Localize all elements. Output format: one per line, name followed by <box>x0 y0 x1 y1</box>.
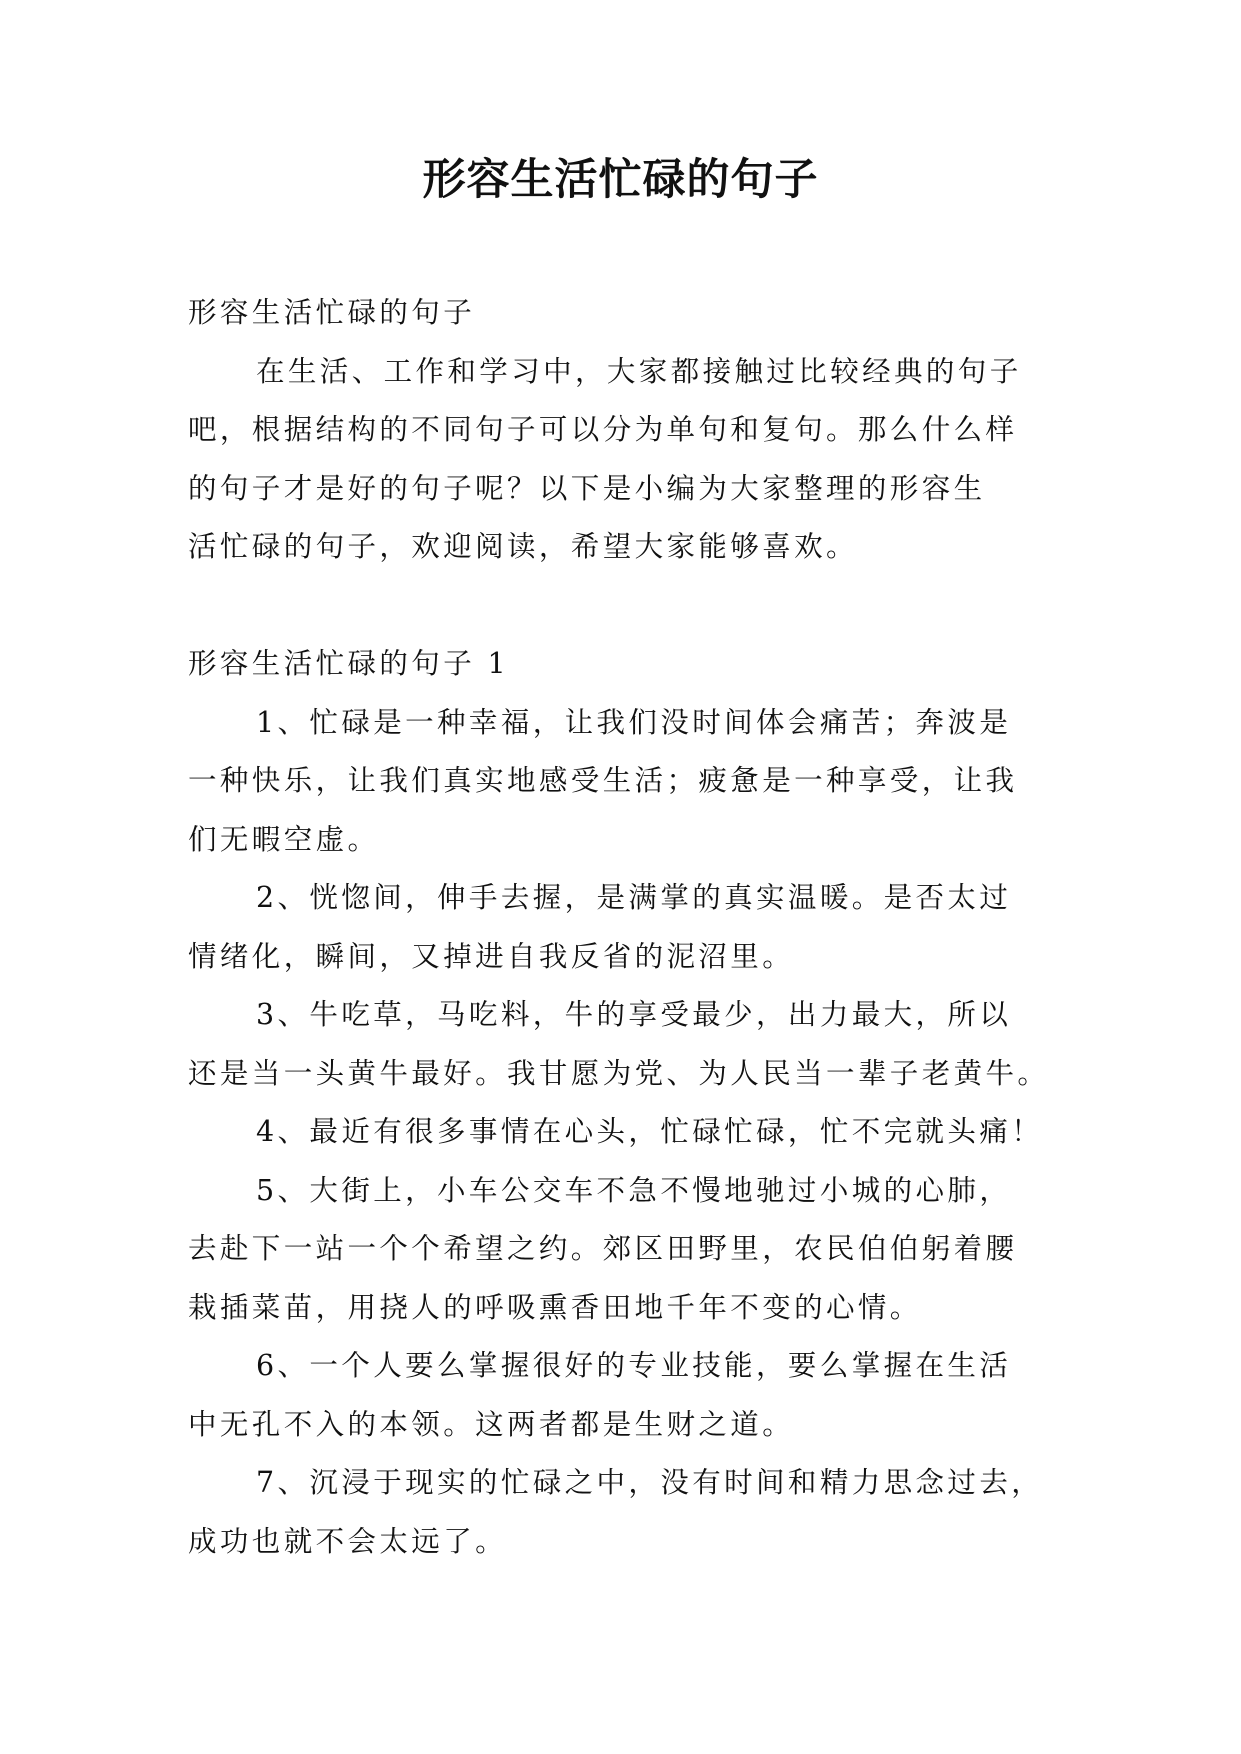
section-heading: 形容生活忙碌的句子 1 <box>188 647 510 680</box>
text-line: 情绪化，瞬间，又掉进自我反省的泥沼里。 <box>188 939 795 973</box>
list-item <box>188 1454 1048 1571</box>
list-item <box>188 1337 1048 1454</box>
text-line: 们无暇空虚。 <box>188 822 380 856</box>
text-line: 一种快乐，让我们真实地感受生活；疲惫是一种享受，让我 <box>188 764 1018 797</box>
list-item <box>188 1162 1048 1338</box>
text-line: 活忙碌的句子，欢迎阅读，希望大家能够喜欢。 <box>188 530 858 563</box>
text-line: 去赴下一站一个个希望之约。郊区田野里，农民伯伯躬着腰 <box>188 1232 1018 1265</box>
text-line: 6、一个人要么掌握很好的专业技能，要么掌握在生活 <box>256 1349 1012 1382</box>
text-line: 成功也就不会太远了。 <box>188 1524 508 1558</box>
list-item <box>188 1103 1048 1162</box>
text-line: 4、最近有很多事情在心头，忙碌忙碌，忙不完就头痛！ <box>256 1115 1044 1148</box>
intro-paragraph <box>188 343 1048 577</box>
text-line: 栽插菜苗，用挠人的呼吸熏香田地千年不变的心情。 <box>188 1290 922 1324</box>
text-line: 还是当一头黄牛最好。我甘愿为党、为人民当一辈子老黄牛。 <box>188 1056 1050 1090</box>
list-item <box>188 694 1048 870</box>
text-line: 2、恍惚间，伸手去握，是满掌的真实温暖。是否太过 <box>256 881 1012 914</box>
paragraph-spacer <box>188 577 1048 636</box>
text-line: 的句子才是好的句子呢？以下是小编为大家整理的形容生 <box>188 471 986 505</box>
text-line: 7、沉浸于现实的忙碌之中，没有时间和精力思念过去， <box>256 1466 1044 1499</box>
text-line: 1、忙碌是一种幸福，让我们没时间体会痛苦；奔波是 <box>256 705 1012 739</box>
list-item <box>188 986 1048 1103</box>
document-title: 形容生活忙碌的句子 <box>422 155 819 205</box>
list-item <box>188 869 1048 986</box>
document-subtitle: 形容生活忙碌的句子 <box>188 296 476 329</box>
text-line: 吧，根据结构的不同句子可以分为单句和复句。那么什么样 <box>188 413 1018 446</box>
text-line: 5、大街上，小车公交车不急不慢地驰过小城的心肺， <box>256 1173 1012 1207</box>
text-line: 中无孔不入的本领。这两者都是生财之道。 <box>188 1407 795 1441</box>
text-line: 在生活、工作和学习中，大家都接触过比较经典的句子 <box>256 354 1022 388</box>
text-line: 3、牛吃草，马吃料，牛的享受最少，出力最大，所以 <box>256 998 1012 1031</box>
document-body <box>188 284 1048 1571</box>
